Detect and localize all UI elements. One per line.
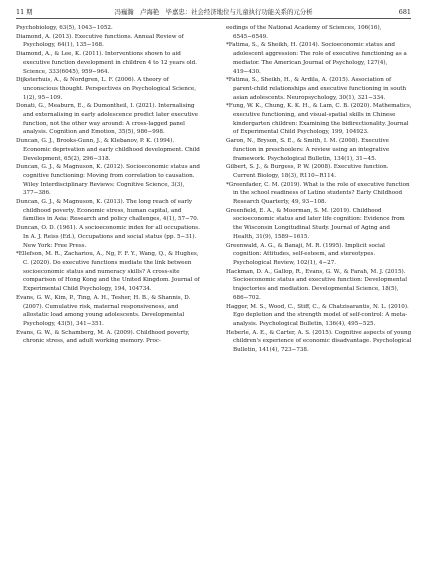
issue-number: 11 期 <box>16 8 33 16</box>
reference-entry: Hackman, D. A., Gallop, R., Evans, G. W., & Farah, M. J. (2015). Socioeconomic status and executive function: Developmental trajectories and mediation. Developmental Science, 18(5), 686−702. <box>226 268 407 301</box>
running-title: 冯巍瀚 卢海艳 毕嘉忠：社会经济地位与儿童执行功能关系的元分析 <box>114 8 313 16</box>
reference-entry: Hagger, M. S., Wood, C., Stiff, C., & Chatzisarantis, N. L. (2010). Ego depletion and the strength model of self-control: A meta-analysis. Psychological Bulletin, 136(4), 495−525. <box>226 303 409 327</box>
reference-entry: *Fatima, S., Sheikh, H., & Ardila, A. (2015). Association of parent-child relationships and executive functioning in south asian adolescents. Neuropsychology, 30(1), 321−334. <box>226 77 407 101</box>
reference-entry: *Fatima, S., & Sheikh, H. (2014). Socioeconomic status and adolescent aggression: The role of executive functioning as a mediator. The American Journal of Psychology, 127(4), 419−430. <box>226 42 407 75</box>
reference-entry: Gilbert, S. J., & Burgess, P. W. (2008). Executive function. Current Biology, 18(3), R110−R114. <box>226 164 389 179</box>
reference-entry: Greenwald, A. G., & Banaji, M. R. (1995). Implicit social cognition: Attitudes, self-esteem, and stereotypes. Psychological Review, 102(1), 4−27. <box>226 242 385 266</box>
reference-entry: Diamond, A., & Lee, K. (2011). Interventions shown to aid executive function development in children 4 to 12 years old. Science, 333(6045), 959−964. <box>16 51 198 75</box>
reference-entry: Duncan, G. J., & Magnuson, K. (2012). Socioeconomic status and cognitive functioning: Moving from correlation to causation. Wiley Interdisciplinary Reviews: Cognitive Science, 3(3), 377−386. <box>16 164 200 197</box>
left-column <box>16 24 202 346</box>
reference-entry: Garon, N., Bryson, S. E., & Smith, I. M. (2008). Executive function in preschoolers: A review using an integrative framework. Psychological Bulletin, 134(1), 31−45. <box>226 138 390 162</box>
reference-entry: Dijksterhuis, A., & Nordgren, L. F. (2006). A theory of unconscious thought. Perspectives on Psychological Science, 1(2), 95−109. <box>16 77 197 101</box>
reference-entry: Heberle, A. E., & Carter, A. S. (2015). Cognitive aspects of young children's experience of economic disadvantage. Psychological Bulletin, 141(4), 723−738. <box>226 329 412 354</box>
reference-entry: Diamond, A. (2013). Executive functions. Annual Review of Psychology, 64(1), 135−168. <box>16 33 184 49</box>
reference-entry: Greenfield, E. A., & Moorman, S. M. (2019). Childhood socioeconomic status and later life cognition: Evidence from the Wisconsin Longitudinal Study. Journal of Aging and Health, 31(9), 1589−1615. <box>226 207 405 240</box>
reference-entry: Evans, G. W., Kim, P., Ting, A. H., Tesher, H. B., & Shannis, D. (2007). Cumulative risk, maternal responsiveness, and allostatic load among young adolescents. Developmental Psychology, 43(5), 341−351. <box>16 294 191 327</box>
reference-entry: Duncan, G. J., & Magnuson, K. (2013). The long reach of early childhood poverty. Economic stress, human capital, and families in Asia: Research and policy challenges, 4(1), 57−70. <box>16 199 199 223</box>
reference-entry: Donati, G., Meaburn, E., & Dumontheil, I. (2021). Internalising and externalising in early adolescence predict later executive function, not the other way around: A cross-lagged panel analysis. Cognition and Emotion, 35(5), 986−998. <box>16 103 199 136</box>
reference-entry: Evans, G. W., & Schamberg, M. A. (2009). Childhood poverty, chronic stress, and adult working memory. Proc- <box>16 329 190 345</box>
reference-entry: eedings of the National Academy of Sciences, 106(16), 6545−6549. <box>226 25 382 40</box>
reference-entry: Duncan, G. J., Brooks-Gunn, J., & Klebanov, P. K. (1994). Economic deprivation and early childhood development. Child Development, 65(2), 296−318. <box>16 138 200 162</box>
reference-entry: Duncan, O. D. (1961). A socioeconomic index for all occupations. In A. J. Reiss (Ed.), Occupations and social status (pp. 5−31). New York: Free Press. <box>16 225 200 249</box>
reference-entry: Psychobiology, 63(5), 1043−1052. <box>16 25 113 31</box>
reference-entry: *Fung, W. K., Chung, K. K. H., & Lam, C. B. (2020). Mathematics, executive functioning, and visual-spatial skills in Chinese kindergarten children: Examining the bidirectionality. Journal of Experimental Child Psychology, 199, 104923. <box>226 103 412 136</box>
page-number: 681 <box>398 8 411 16</box>
reference-entry: *Ellefson, M. R., Zachariou, A., Ng, F. F. Y., Wang, Q., & Hughes, C. (2020). Do executive functions mediate the link between socioeconomic status and numeracy skills? A cross-site comparison of Hong Kong and the United Kingdom. Journal of Experimental Child Psychology, 194, 104734. <box>16 251 200 293</box>
right-column <box>226 24 412 355</box>
running-header <box>16 6 411 19</box>
reference-entry: *Greenfader, C. M. (2019). What is the role of executive function in the school readiness of Latino students? Early Childhood Research Quarterly, 49, 93−108. <box>226 181 410 206</box>
